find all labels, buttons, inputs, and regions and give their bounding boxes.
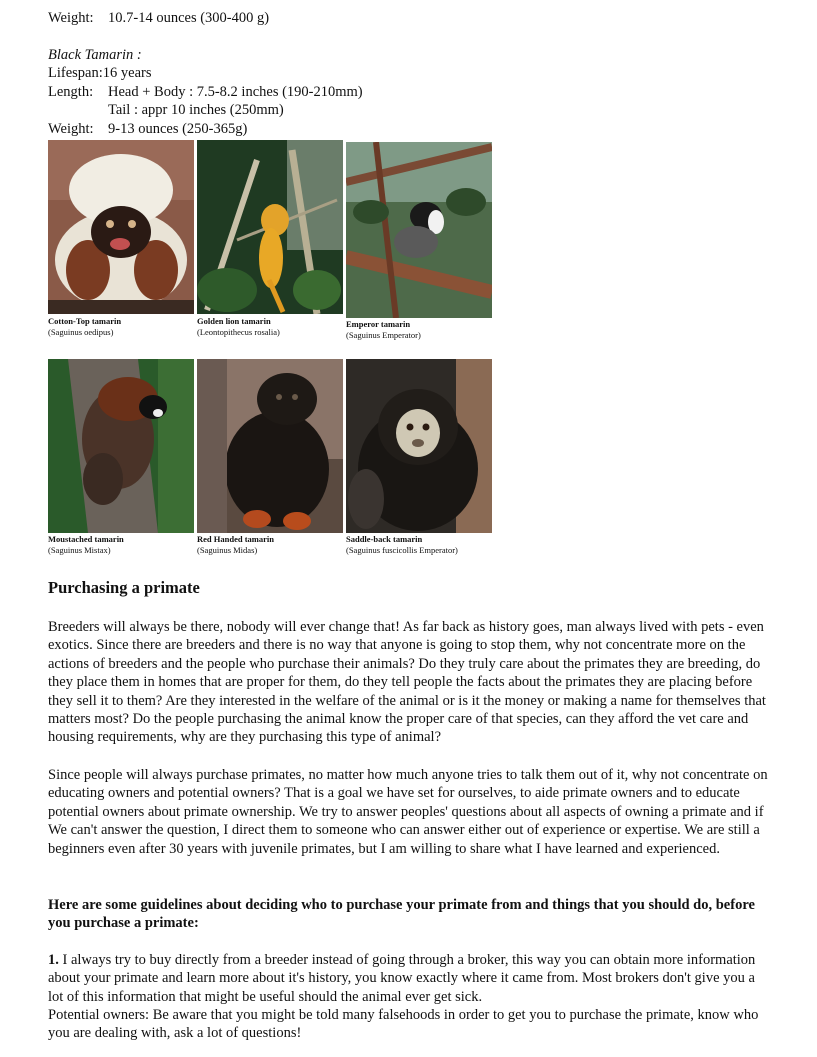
- caption-moustached: [48, 534, 124, 556]
- black-tamarin-title: Black Tamarin :: [48, 47, 142, 63]
- guideline-item-1: [48, 951, 770, 1006]
- weight-value: 9-13 ounces (250-365g): [108, 121, 248, 137]
- caption-name: Golden lion tamarin: [197, 316, 271, 326]
- caption-name: Moustached tamarin: [48, 534, 124, 544]
- lifespan-value: 16 years: [102, 65, 152, 81]
- length-label: Length:: [48, 84, 94, 100]
- saddle-back-tamarin-photo: [346, 359, 492, 533]
- guidelines-intro: Here are some guidelines about deciding who to purchase your primate from and things that you should do, before you purchase a primate:: [48, 897, 755, 932]
- item-number: 1.: [48, 952, 59, 968]
- caption-scientific: (Saguinus Emperator): [346, 330, 421, 340]
- length-head-body: Head + Body : 7.5-8.2 inches (190-210mm): [108, 84, 363, 100]
- caption-name: Red Handed tamarin: [197, 534, 274, 544]
- red-handed-tamarin-photo: [197, 359, 343, 533]
- golden-lion-tamarin-photo: [197, 140, 343, 314]
- cotton-top-tamarin-photo: [48, 140, 194, 314]
- caption-red-handed: [197, 534, 274, 556]
- caption-name: Cotton-Top tamarin: [48, 316, 122, 326]
- caption-scientific: (Saguinus oedipus): [48, 327, 114, 337]
- length-line: [48, 83, 363, 101]
- section-heading: Purchasing a primate: [48, 578, 200, 597]
- black-tamarin-weight-line: [48, 120, 247, 138]
- caption-scientific: (Leontopithecus rosalia): [197, 327, 280, 337]
- caption-golden-lion: [197, 316, 280, 338]
- moustached-tamarin-photo: [48, 359, 194, 533]
- lifespan-label: Lifespan:: [48, 65, 103, 81]
- caption-scientific: (Saguinus Mistax): [48, 545, 111, 555]
- caption-scientific: (Saguinus Midas): [197, 545, 258, 555]
- emperor-tamarin-photo: [346, 142, 492, 318]
- caption-emperor: [346, 319, 421, 341]
- caption-saddle-back: [346, 534, 458, 556]
- intro-weight-line: [48, 9, 269, 27]
- caption-name: Emperor tamarin: [346, 319, 411, 329]
- paragraph-breeders: Breeders will always be there, nobody will ever change that! As far back as history goes, man always lived with pets - even exotics. Since there are breeders and there is no way that anyone is going to stop them, why not concentrate more on the actions of breeders and the people who purchase their animals? Do they truly care about the primates they are breeding, do they place them in homes that are proper for them, do they tell people the facts about the primates they are placing before they sell it to them? Are they interested in the welfare of the animal or is it the money or making a name for themselves that matters most? Do the people purchasing the animal know the proper care of that species, can they afford the vet care and housing requirements, why are they purchasing this type of animal?: [48, 619, 766, 746]
- weight-value: 10.7-14 ounces (300-400 g): [108, 10, 270, 26]
- guideline-item-1-note: Potential owners: Be aware that you might be told many falsehoods in order to get you to purchase the primate, know who you are dealing with, ask a lot of questions!: [48, 1007, 759, 1042]
- caption-cotton-top: [48, 316, 121, 338]
- caption-scientific: (Saguinus fuscicollis Emperator): [346, 545, 458, 555]
- weight-label: Weight:: [48, 121, 94, 137]
- paragraph-education: Since people will always purchase primates, no matter how much anyone tries to talk them out of it, why not concentrate on educating owners and potential owners? That is a goal we have set for ourselves, to aide primate owners and to educate potential owners about primate ownership. We try to answer peoples' questions about all aspects of owning a primate and if We can't answer the question, I direct them to someone who can answer either out of experience or expertise. We are still a beginners even after 30 years with juvenile primates, but I am willing to share what I have learned and experienced.: [48, 767, 768, 857]
- length-tail: Tail : appr 10 inches (250mm): [108, 102, 284, 118]
- lifespan-line: [48, 64, 151, 82]
- weight-label: Weight:: [48, 10, 94, 26]
- item-text: I always try to buy directly from a breeder instead of going through a broker, this way you can obtain more information about your primate and learn more about it's history, you know exactly where it came from. Most brokers don't give you a lot of this information that might be useful should the animal ever get sick.: [48, 952, 756, 1005]
- caption-name: Saddle-back tamarin: [346, 534, 423, 544]
